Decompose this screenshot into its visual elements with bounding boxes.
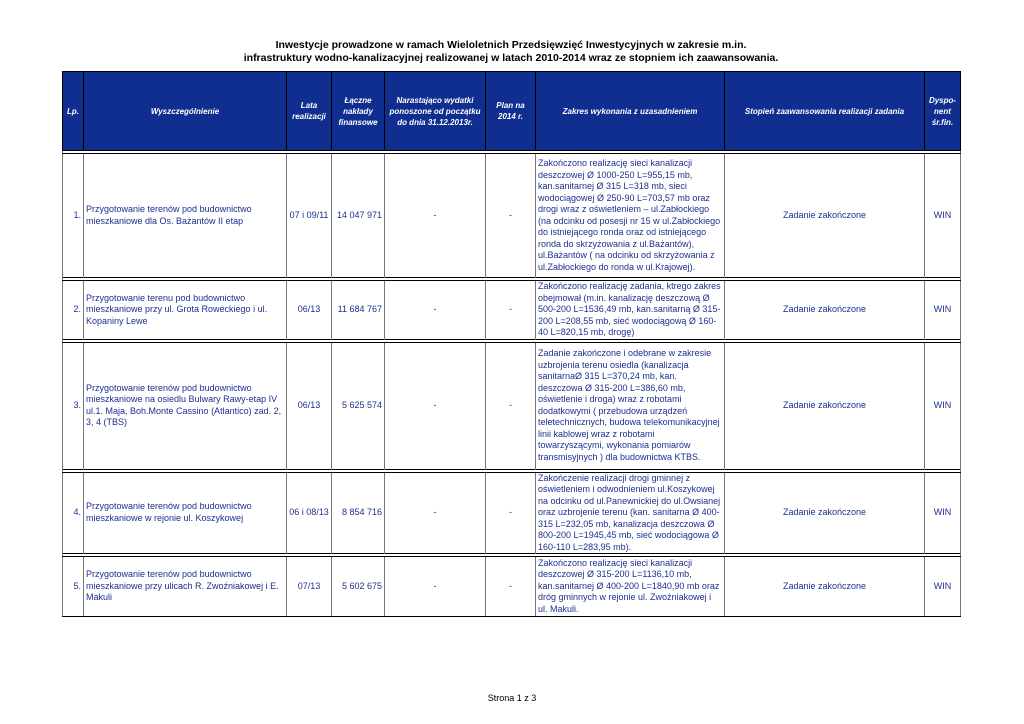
cell-zakres: Zadanie zakończone i odebrane w zakresie uzbrojenia terenu osiedla (kanalizacja sanitarnaØ 315 L=370,24 mb, kan. deszczowa Ø 315-200 L=386,60 mb, oświetlenie i droga) wraz z robotami dodatkowymi ( przebudowa urządzeń teletechnicznych, budowa telekomunikacyjnej linii kablowej wraz z robotami towarzyszącymi, wykonania pomiarów transmisyjnych ) dla budownictwa KTBS.: [536, 342, 725, 469]
cell-naklady: 8 854 716: [332, 472, 385, 554]
page-number: Strona 1 z 3: [487, 693, 537, 703]
document-title: [62, 39, 960, 65]
header-dysponent: Dyspo-nent śr.fin.: [925, 72, 961, 151]
cell-naklady: 5 602 675: [332, 557, 385, 617]
table-row: [63, 281, 961, 340]
header-wyszczegolnienie: Wyszczególnienie: [84, 72, 287, 151]
cell-zakres: Zakończono realizację sieci kanalizacji deszczowej Ø 1000-250 L=955,15 mb, kan.sanitarnej Ø 315 L=318 mb, sieci wodociągowej Ø 250-90 L=703,57 mb oraz drogi wraz z oświetleniem – ul.Zabłockiego (na odcinku od posesji nr 15 w ul.Zabłockiego do istniejącego ronda oraz od istniejącego ronda do skrzyżowania z ul.Bażantów), ul.Bażantów ( na odcinku od skrzyżowania z ul.Zabłockiego do ronda w ul.Krajowej).: [536, 154, 725, 278]
table-row: [63, 557, 961, 617]
cell-narastajaco: -: [385, 281, 486, 340]
cell-lata: 06/13: [287, 342, 332, 469]
table-row: [63, 342, 961, 469]
cell-lp: 1.: [63, 154, 84, 278]
cell-stopien: Zadanie zakończone: [725, 342, 925, 469]
cell-lp: 5.: [63, 557, 84, 617]
cell-stopien: Zadanie zakończone: [725, 557, 925, 617]
header-zakres: Zakres wykonania z uzasadnieniem: [536, 72, 725, 151]
cell-plan: -: [486, 472, 536, 554]
cell-lp: 2.: [63, 281, 84, 340]
cell-lata: 06 i 08/13: [287, 472, 332, 554]
cell-lp: 4.: [63, 472, 84, 554]
title-line-2: infrastruktury wodno-kanalizacyjnej realizowanej w latach 2010-2014 wraz ze stopniem ich zaawansowania.: [243, 52, 779, 64]
header-stopien: Stopień zaawansowania realizacji zadania: [725, 72, 925, 151]
header-narastajaco: Narastająco wydatki ponoszone od początku do dnia 31.12.2013r.: [385, 72, 486, 151]
cell-lata: 06/13: [287, 281, 332, 340]
cell-stopien: Zadanie zakończone: [725, 472, 925, 554]
investments-table: [62, 71, 961, 617]
cell-wyszczegolnienie: Przygotowanie terenu pod budownictwo mieszkaniowe przy ul. Grota Roweckiego i ul. Kopaniny Lewe: [84, 281, 287, 340]
cell-wyszczegolnienie: Przygotowanie terenów pod budownictwo mieszkaniowe w rejonie ul. Koszykowej: [84, 472, 287, 554]
cell-dysponent: WIN: [925, 154, 961, 278]
title-line-1: Inwestycje prowadzone w ramach Wieloletnich Przedsięwzięć Inwestycyjnych w zakresie m.in.: [275, 39, 747, 51]
cell-plan: -: [486, 342, 536, 469]
cell-wyszczegolnienie: Przygotowanie terenów pod budownictwo mieszkaniowe dla Os. Bażantów II etap: [84, 154, 287, 278]
cell-lp: 3.: [63, 342, 84, 469]
cell-dysponent: WIN: [925, 472, 961, 554]
cell-narastajaco: -: [385, 557, 486, 617]
cell-narastajaco: -: [385, 472, 486, 554]
header-plan: Plan na 2014 r.: [486, 72, 536, 151]
cell-stopien: Zadanie zakończone: [725, 154, 925, 278]
cell-stopien: Zadanie zakończone: [725, 281, 925, 340]
table-header-row: [63, 72, 961, 151]
cell-dysponent: WIN: [925, 342, 961, 469]
header-lata: Lata realizacji: [287, 72, 332, 151]
cell-lata: 07/13: [287, 557, 332, 617]
cell-wyszczegolnienie: Przygotowanie terenów pod budownictwo mieszkaniowe przy ulicach R. Zwoźniakowej i E. Makuli: [84, 557, 287, 617]
cell-plan: -: [486, 281, 536, 340]
cell-lata: 07 i 09/11: [287, 154, 332, 278]
cell-plan: -: [486, 154, 536, 278]
cell-wyszczegolnienie: Przygotowanie terenów pod budownictwo mieszkaniowe na osiedlu Bulwary Rawy-etap IV ul.1. Maja, Boh.Monte Cassino (Atlantico) zad. 2, 3, 4 (TBS): [84, 342, 287, 469]
header-lp: Lp.: [63, 72, 84, 151]
cell-zakres: Zakończenie realizacji drogi gminnej z oświetleniem i odwodnieniem ul.Koszykowej na odcinku od ul.Panewnickiej do ul.Owsianej oraz uzbrojenie terenu (kan. sanitarna Ø 400-315 L=232,05 mb, kanalizacja deszczowa Ø 800-200 L=1945,45 mb, sieć wodociągowa Ø 160-110 L=283,95 mb).: [536, 472, 725, 554]
cell-dysponent: WIN: [925, 557, 961, 617]
header-naklady: Łączne nakłady finansowe: [332, 72, 385, 151]
cell-zakres: Zakończono realizację zadania, ktrego zakres obejmował (m.in. kanalizację deszczową Ø 500-200 L=1536,49 mb, kan.sanitarną Ø 315-200 L=208,55 mb, sieć wodociągową Ø 160-40 L=820,15 mb, drogę): [536, 281, 725, 340]
cell-naklady: 11 684 767: [332, 281, 385, 340]
cell-dysponent: WIN: [925, 281, 961, 340]
cell-naklady: 14 047 971: [332, 154, 385, 278]
cell-narastajaco: -: [385, 154, 486, 278]
table-row: [63, 154, 961, 278]
table-row: [63, 472, 961, 554]
cell-zakres: Zakończono realizację sieci kanalizacji deszczowej Ø 315-200 L=1136,10 mb, kan.sanitarnej Ø 400-200 L=1840,90 mb oraz dróg gminnych w rejonie ul. Zwoźniakowej i ul. Makuli.: [536, 557, 725, 617]
cell-narastajaco: -: [385, 342, 486, 469]
cell-plan: -: [486, 557, 536, 617]
cell-naklady: 5 625 574: [332, 342, 385, 469]
